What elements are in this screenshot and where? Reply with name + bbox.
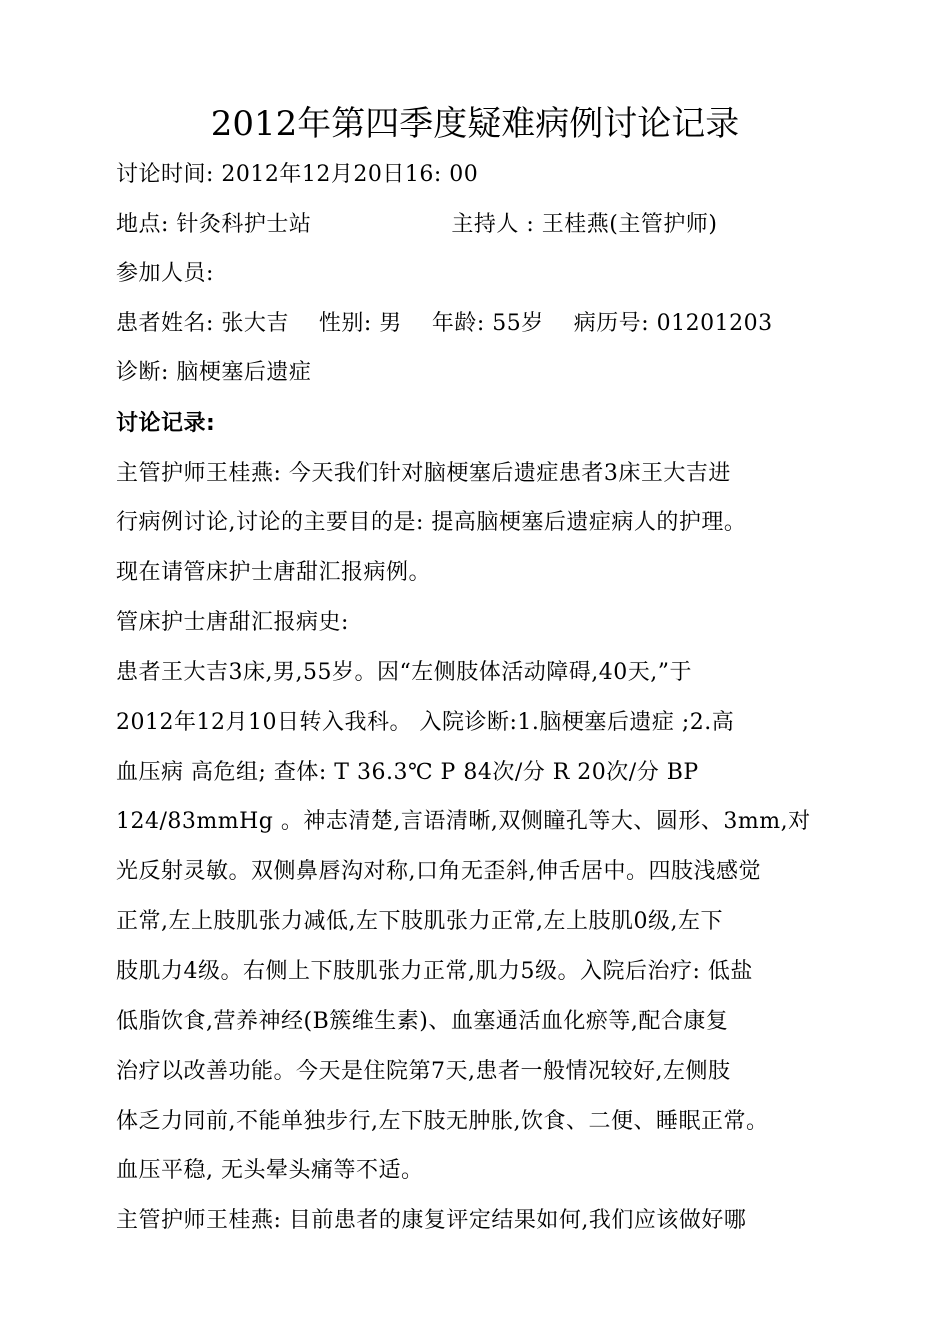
patient-name: 患者姓名: 张大吉 (116, 311, 289, 336)
discussion-time: 讨论时间: 2012年12月20日16: 00 (116, 162, 479, 187)
body-line: 124/83mmHg 。神志清楚,言语清晰,双侧瞳孔等大、圆形、3mm,对 (116, 809, 811, 834)
body-line: 行病例讨论,讨论的主要目的是: 提高脑梗塞后遗症病人的护理。 (116, 510, 747, 535)
body-line: 治疗以改善功能。今天是住院第7天,患者一般情况较好,左侧肢 (116, 1059, 731, 1084)
body-line: 光反射灵敏。双侧鼻唇沟对称,口角无歪斜,伸舌居中。四肢浅感觉 (116, 859, 761, 884)
body-line: 主管护师王桂燕: 今天我们针对脑梗塞后遗症患者3床王大吉进 (116, 461, 731, 486)
body-line: 2012年12月10日转入我科。 入院诊断:1.脑梗塞后遗症 ;2.高 (116, 710, 735, 735)
section-heading: 讨论记录: (116, 411, 216, 436)
body-line: 血压平稳, 无头晕头痛等不适。 (116, 1158, 424, 1183)
patient-age: 年龄: 55岁 (431, 311, 544, 336)
body-line: 低脂饮食,营养神经(B簇维生素)、血塞通活血化瘀等,配合康复 (116, 1009, 729, 1034)
body-line: 肢肌力4级。右侧上下肢肌张力正常,肌力5级。入院后治疗: 低盐 (116, 959, 753, 984)
body-line: 血压病 高危组; 查体: T 36.3℃ P 84次/分 R 20次/分 BP (116, 760, 699, 785)
body-line: 管床护士唐甜汇报病史: (116, 610, 349, 635)
document-title: 2012年第四季度疑难病例讨论记录 (210, 104, 740, 144)
body-line: 患者王大吉3床,男,55岁。因“左侧肢体活动障碍,40天,”于 (116, 660, 692, 685)
location-host-row (116, 210, 846, 240)
body-line: 现在请管床护士唐甜汇报病例。 (116, 560, 432, 585)
body-line: 主管护师王桂燕: 目前患者的康复评定结果如何,我们应该做好哪 (116, 1208, 747, 1233)
host: 主持人 : 王桂燕(主管护师) (451, 212, 718, 237)
body-line: 体乏力同前,不能单独步行,左下肢无肿胀,饮食、二便、睡眠正常。 (116, 1109, 769, 1134)
body-line: 正常,左上肢肌张力减低,左下肢肌张力正常,左上肢肌0级,左下 (116, 909, 723, 934)
participants: 参加人员: (116, 261, 214, 286)
patient-gender: 性别: 男 (318, 311, 402, 336)
location: 地点: 针灸科护士站 (116, 212, 312, 237)
patient-record-number: 病历号: 01201203 (573, 311, 773, 336)
patient-info-row (116, 309, 846, 339)
diagnosis: 诊断: 脑梗塞后遗症 (116, 360, 312, 385)
